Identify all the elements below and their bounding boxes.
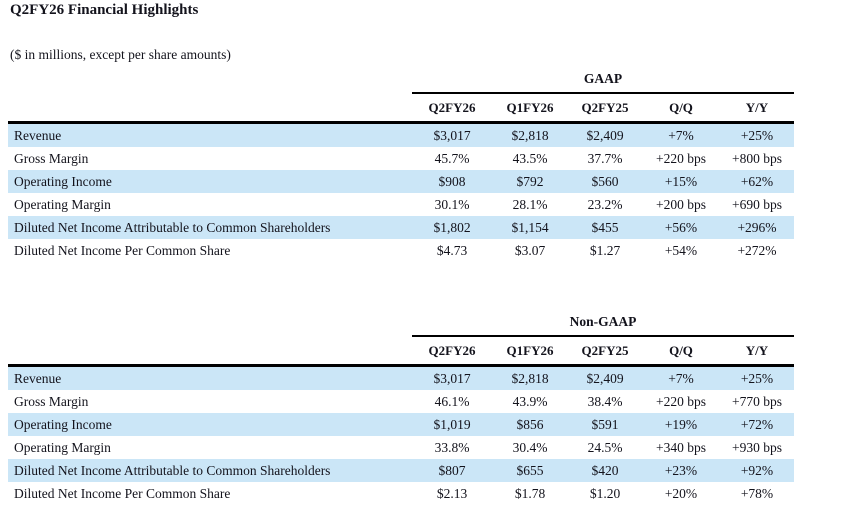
column-header-row bbox=[8, 94, 794, 124]
group-header-spacer bbox=[8, 309, 412, 337]
cell-value: +340 bps bbox=[656, 440, 706, 455]
table-row bbox=[8, 193, 794, 216]
group-header-spacer bbox=[8, 66, 412, 94]
row-label: Gross Margin bbox=[14, 151, 89, 166]
table-row bbox=[8, 413, 794, 436]
cell-value: 23.2% bbox=[587, 197, 623, 212]
cell-value: +56% bbox=[664, 220, 698, 235]
cell-value: +25% bbox=[740, 128, 774, 143]
cell-value: 45.7% bbox=[434, 151, 470, 166]
column-header-row bbox=[8, 337, 794, 367]
table-row bbox=[8, 124, 794, 147]
column-header: Y/Y bbox=[745, 100, 769, 115]
table-row bbox=[8, 367, 794, 390]
group-label: Non-GAAP bbox=[412, 309, 794, 337]
cell-value: +690 bps bbox=[732, 197, 782, 212]
row-label: Revenue bbox=[14, 128, 62, 143]
cell-value: $2.13 bbox=[436, 486, 468, 501]
table-row bbox=[8, 390, 794, 413]
cell-value: $908 bbox=[438, 174, 466, 189]
page-title: Q2FY26 Financial Highlights bbox=[10, 2, 199, 18]
column-header-spacer bbox=[8, 94, 412, 121]
cell-value: +54% bbox=[664, 243, 698, 258]
cell-value: +25% bbox=[740, 371, 774, 386]
cell-value: +7% bbox=[668, 128, 694, 143]
cell-value: +800 bps bbox=[732, 151, 782, 166]
cell-value: +930 bps bbox=[732, 440, 782, 455]
group-label: GAAP bbox=[412, 66, 794, 94]
cell-value: +220 bps bbox=[656, 394, 706, 409]
table-row bbox=[8, 147, 794, 170]
cell-value: +23% bbox=[664, 463, 698, 478]
cell-value: 28.1% bbox=[512, 197, 548, 212]
cell-value: +92% bbox=[740, 463, 774, 478]
cell-value: $1.78 bbox=[514, 486, 546, 501]
cell-value: +7% bbox=[668, 371, 694, 386]
row-label: Revenue bbox=[14, 371, 62, 386]
cell-value: $856 bbox=[516, 417, 544, 432]
non-gaap-rows bbox=[8, 367, 794, 505]
cell-value: $1,154 bbox=[511, 220, 549, 235]
cell-value: +20% bbox=[664, 486, 698, 501]
cell-value: 43.9% bbox=[512, 394, 548, 409]
cell-value: $3,017 bbox=[433, 371, 471, 386]
row-label: Diluted Net Income Per Common Share bbox=[14, 243, 231, 258]
row-label: Diluted Net Income Attributable to Common Shareholders bbox=[14, 220, 331, 235]
cell-value: 30.1% bbox=[434, 197, 470, 212]
cell-value: $591 bbox=[591, 417, 619, 432]
cell-value: 30.4% bbox=[512, 440, 548, 455]
column-header: Q/Q bbox=[669, 343, 693, 358]
cell-value: $2,818 bbox=[511, 128, 549, 143]
cell-value: $420 bbox=[591, 463, 619, 478]
cell-value: +72% bbox=[740, 417, 774, 432]
cell-value: +19% bbox=[664, 417, 698, 432]
cell-value: $455 bbox=[591, 220, 619, 235]
gaap-table bbox=[8, 66, 794, 262]
cell-value: 38.4% bbox=[587, 394, 623, 409]
row-label: Operating Income bbox=[14, 174, 112, 189]
cell-value: 43.5% bbox=[512, 151, 548, 166]
gaap-rows bbox=[8, 124, 794, 262]
cell-value: $560 bbox=[591, 174, 619, 189]
row-label: Diluted Net Income Per Common Share bbox=[14, 486, 231, 501]
cell-value: 46.1% bbox=[434, 394, 470, 409]
gaap-group-header bbox=[8, 66, 794, 94]
cell-value: +78% bbox=[740, 486, 774, 501]
column-header: Q2FY25 bbox=[581, 100, 629, 115]
row-label: Operating Income bbox=[14, 417, 112, 432]
column-header: Q1FY26 bbox=[506, 100, 554, 115]
cell-value: $3.07 bbox=[514, 243, 546, 258]
cell-value: +272% bbox=[737, 243, 777, 258]
cell-value: 24.5% bbox=[587, 440, 623, 455]
cell-value: 37.7% bbox=[587, 151, 623, 166]
column-header: Q2FY26 bbox=[428, 100, 476, 115]
column-header: Y/Y bbox=[745, 343, 769, 358]
cell-value: $655 bbox=[516, 463, 544, 478]
cell-value: $1,019 bbox=[433, 417, 471, 432]
row-label: Gross Margin bbox=[14, 394, 89, 409]
cell-value: $3,017 bbox=[433, 128, 471, 143]
page-subtitle: ($ in millions, except per share amounts) bbox=[10, 47, 231, 62]
column-header-spacer bbox=[8, 337, 412, 364]
cell-value: $1.20 bbox=[589, 486, 621, 501]
column-header: Q2FY25 bbox=[581, 343, 629, 358]
table-row bbox=[8, 459, 794, 482]
non-gaap-group-header bbox=[8, 309, 794, 337]
column-header: Q1FY26 bbox=[506, 343, 554, 358]
row-label: Operating Margin bbox=[14, 440, 111, 455]
table-row bbox=[8, 482, 794, 505]
column-header: Q2FY26 bbox=[428, 343, 476, 358]
cell-value: +200 bps bbox=[656, 197, 706, 212]
non-gaap-table bbox=[8, 309, 794, 505]
table-row bbox=[8, 170, 794, 193]
cell-value: +296% bbox=[737, 220, 777, 235]
cell-value: $807 bbox=[438, 463, 466, 478]
cell-value: 33.8% bbox=[434, 440, 470, 455]
cell-value: +220 bps bbox=[656, 151, 706, 166]
cell-value: $792 bbox=[516, 174, 544, 189]
table-row bbox=[8, 436, 794, 459]
cell-value: $4.73 bbox=[436, 243, 468, 258]
column-header: Q/Q bbox=[669, 100, 693, 115]
table-row bbox=[8, 216, 794, 239]
row-label: Diluted Net Income Attributable to Common Shareholders bbox=[14, 463, 331, 478]
cell-value: +15% bbox=[664, 174, 698, 189]
cell-value: $2,409 bbox=[586, 371, 624, 386]
table-row bbox=[8, 239, 794, 262]
row-label: Operating Margin bbox=[14, 197, 111, 212]
cell-value: +62% bbox=[740, 174, 774, 189]
cell-value: $2,818 bbox=[511, 371, 549, 386]
cell-value: $1.27 bbox=[589, 243, 621, 258]
cell-value: $2,409 bbox=[586, 128, 624, 143]
cell-value: $1,802 bbox=[433, 220, 471, 235]
cell-value: +770 bps bbox=[732, 394, 782, 409]
